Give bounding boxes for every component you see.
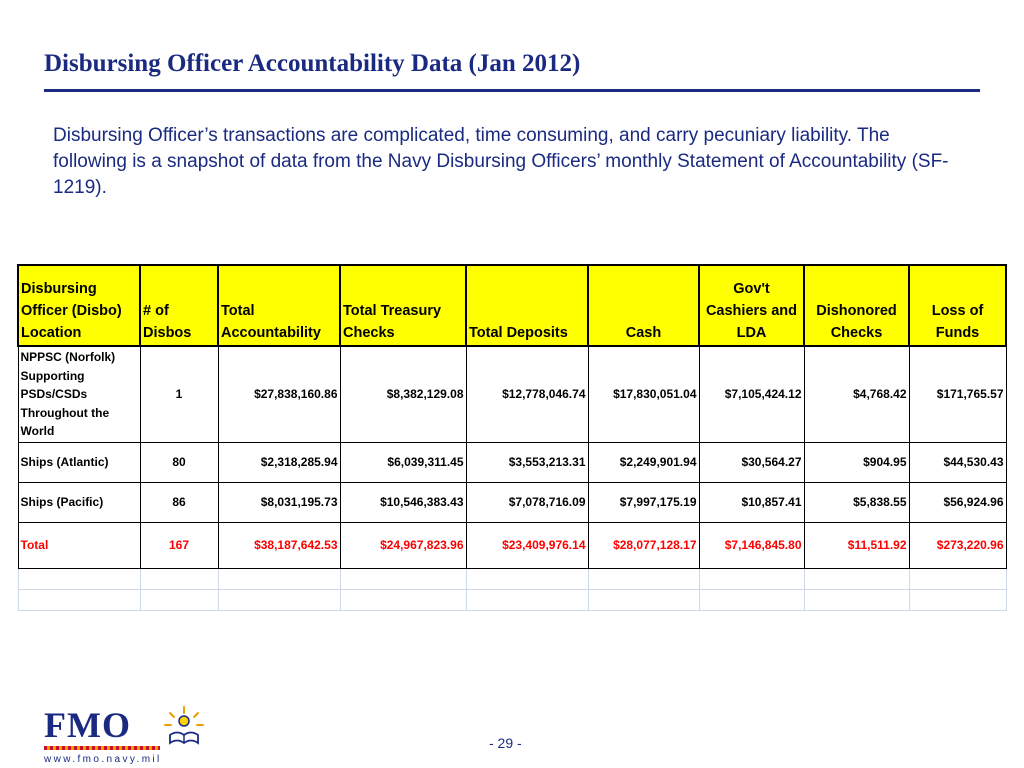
cell-cashiers-lda: $7,105,424.12	[699, 346, 804, 442]
cell-total-accountability: $2,318,285.94	[218, 442, 340, 482]
cell-location: Total	[18, 522, 140, 568]
table-row	[18, 346, 1006, 442]
logo-stripe	[44, 746, 160, 750]
cell-treasury-checks: $10,546,383.43	[340, 482, 466, 522]
cell-dishonored: $5,838.55	[804, 482, 909, 522]
header-disbos: # of Disbos	[140, 265, 218, 346]
logo-url: www.fmo.navy.mil	[44, 754, 162, 765]
cell-deposits: $7,078,716.09	[466, 482, 588, 522]
table-total-row	[18, 522, 1006, 568]
table-header-row	[18, 265, 1006, 346]
header-location: Disbursing Officer (Disbo) Location	[18, 265, 140, 346]
cell-cashiers-lda: $7,146,845.80	[699, 522, 804, 568]
cell-dishonored: $4,768.42	[804, 346, 909, 442]
page-number: - 29 -	[489, 735, 522, 751]
header-loss-of-funds: Loss of Funds	[909, 265, 1006, 346]
cell-disbos: 167	[140, 522, 218, 568]
cell-loss: $56,924.96	[909, 482, 1006, 522]
cell-cash: $2,249,901.94	[588, 442, 699, 482]
intro-paragraph: Disbursing Officer’s transactions are complicated, time consuming, and carry pecuniary liability. The following is a snapshot of data from the Navy Disbursing Officers’ monthly Statement of Accountability (SF-1219).	[53, 125, 949, 198]
header-total-accountability: Total Accountability	[218, 265, 340, 346]
cell-total-accountability: $38,187,642.53	[218, 522, 340, 568]
cell-cash: $7,997,175.19	[588, 482, 699, 522]
table-row	[18, 482, 1006, 522]
cell-cashiers-lda: $30,564.27	[699, 442, 804, 482]
cell-cashiers-lda: $10,857.41	[699, 482, 804, 522]
empty-row	[18, 589, 1006, 610]
header-treasury-checks: Total Treasury Checks	[340, 265, 466, 346]
cell-treasury-checks: $6,039,311.45	[340, 442, 466, 482]
header-deposits: Total Deposits	[466, 265, 588, 346]
cell-disbos: 1	[140, 346, 218, 442]
header-cash: Cash	[588, 265, 699, 346]
header-dishonored-checks: Dishonored Checks	[804, 265, 909, 346]
accountability-table	[17, 264, 1007, 611]
table-row	[18, 442, 1006, 482]
cell-treasury-checks: $24,967,823.96	[340, 522, 466, 568]
cell-disbos: 80	[140, 442, 218, 482]
cell-loss: $44,530.43	[909, 442, 1006, 482]
cell-dishonored: $11,511.92	[804, 522, 909, 568]
cell-disbos: 86	[140, 482, 218, 522]
cell-location: Ships (Atlantic)	[18, 442, 140, 482]
fmo-logo	[44, 705, 214, 765]
header-cashiers-lda: Gov't Cashiers and LDA	[699, 265, 804, 346]
cell-treasury-checks: $8,382,129.08	[340, 346, 466, 442]
cell-deposits: $23,409,976.14	[466, 522, 588, 568]
slide-title: Disbursing Officer Accountability Data (Jan 2012)	[44, 50, 581, 77]
cell-location: NPPSC (Norfolk) Supporting PSDs/CSDs Throughout the World	[18, 346, 140, 442]
cell-deposits: $3,553,213.31	[466, 442, 588, 482]
cell-location: Ships (Pacific)	[18, 482, 140, 522]
cell-loss: $171,765.57	[909, 346, 1006, 442]
cell-total-accountability: $27,838,160.86	[218, 346, 340, 442]
cell-loss: $273,220.96	[909, 522, 1006, 568]
cell-cash: $28,077,128.17	[588, 522, 699, 568]
lamp-and-book-emblem-icon	[162, 705, 206, 749]
title-underline	[44, 89, 980, 92]
cell-cash: $17,830,051.04	[588, 346, 699, 442]
logo-wordmark: FMO	[44, 705, 131, 745]
cell-deposits: $12,778,046.74	[466, 346, 588, 442]
cell-total-accountability: $8,031,195.73	[218, 482, 340, 522]
cell-dishonored: $904.95	[804, 442, 909, 482]
empty-row	[18, 568, 1006, 589]
